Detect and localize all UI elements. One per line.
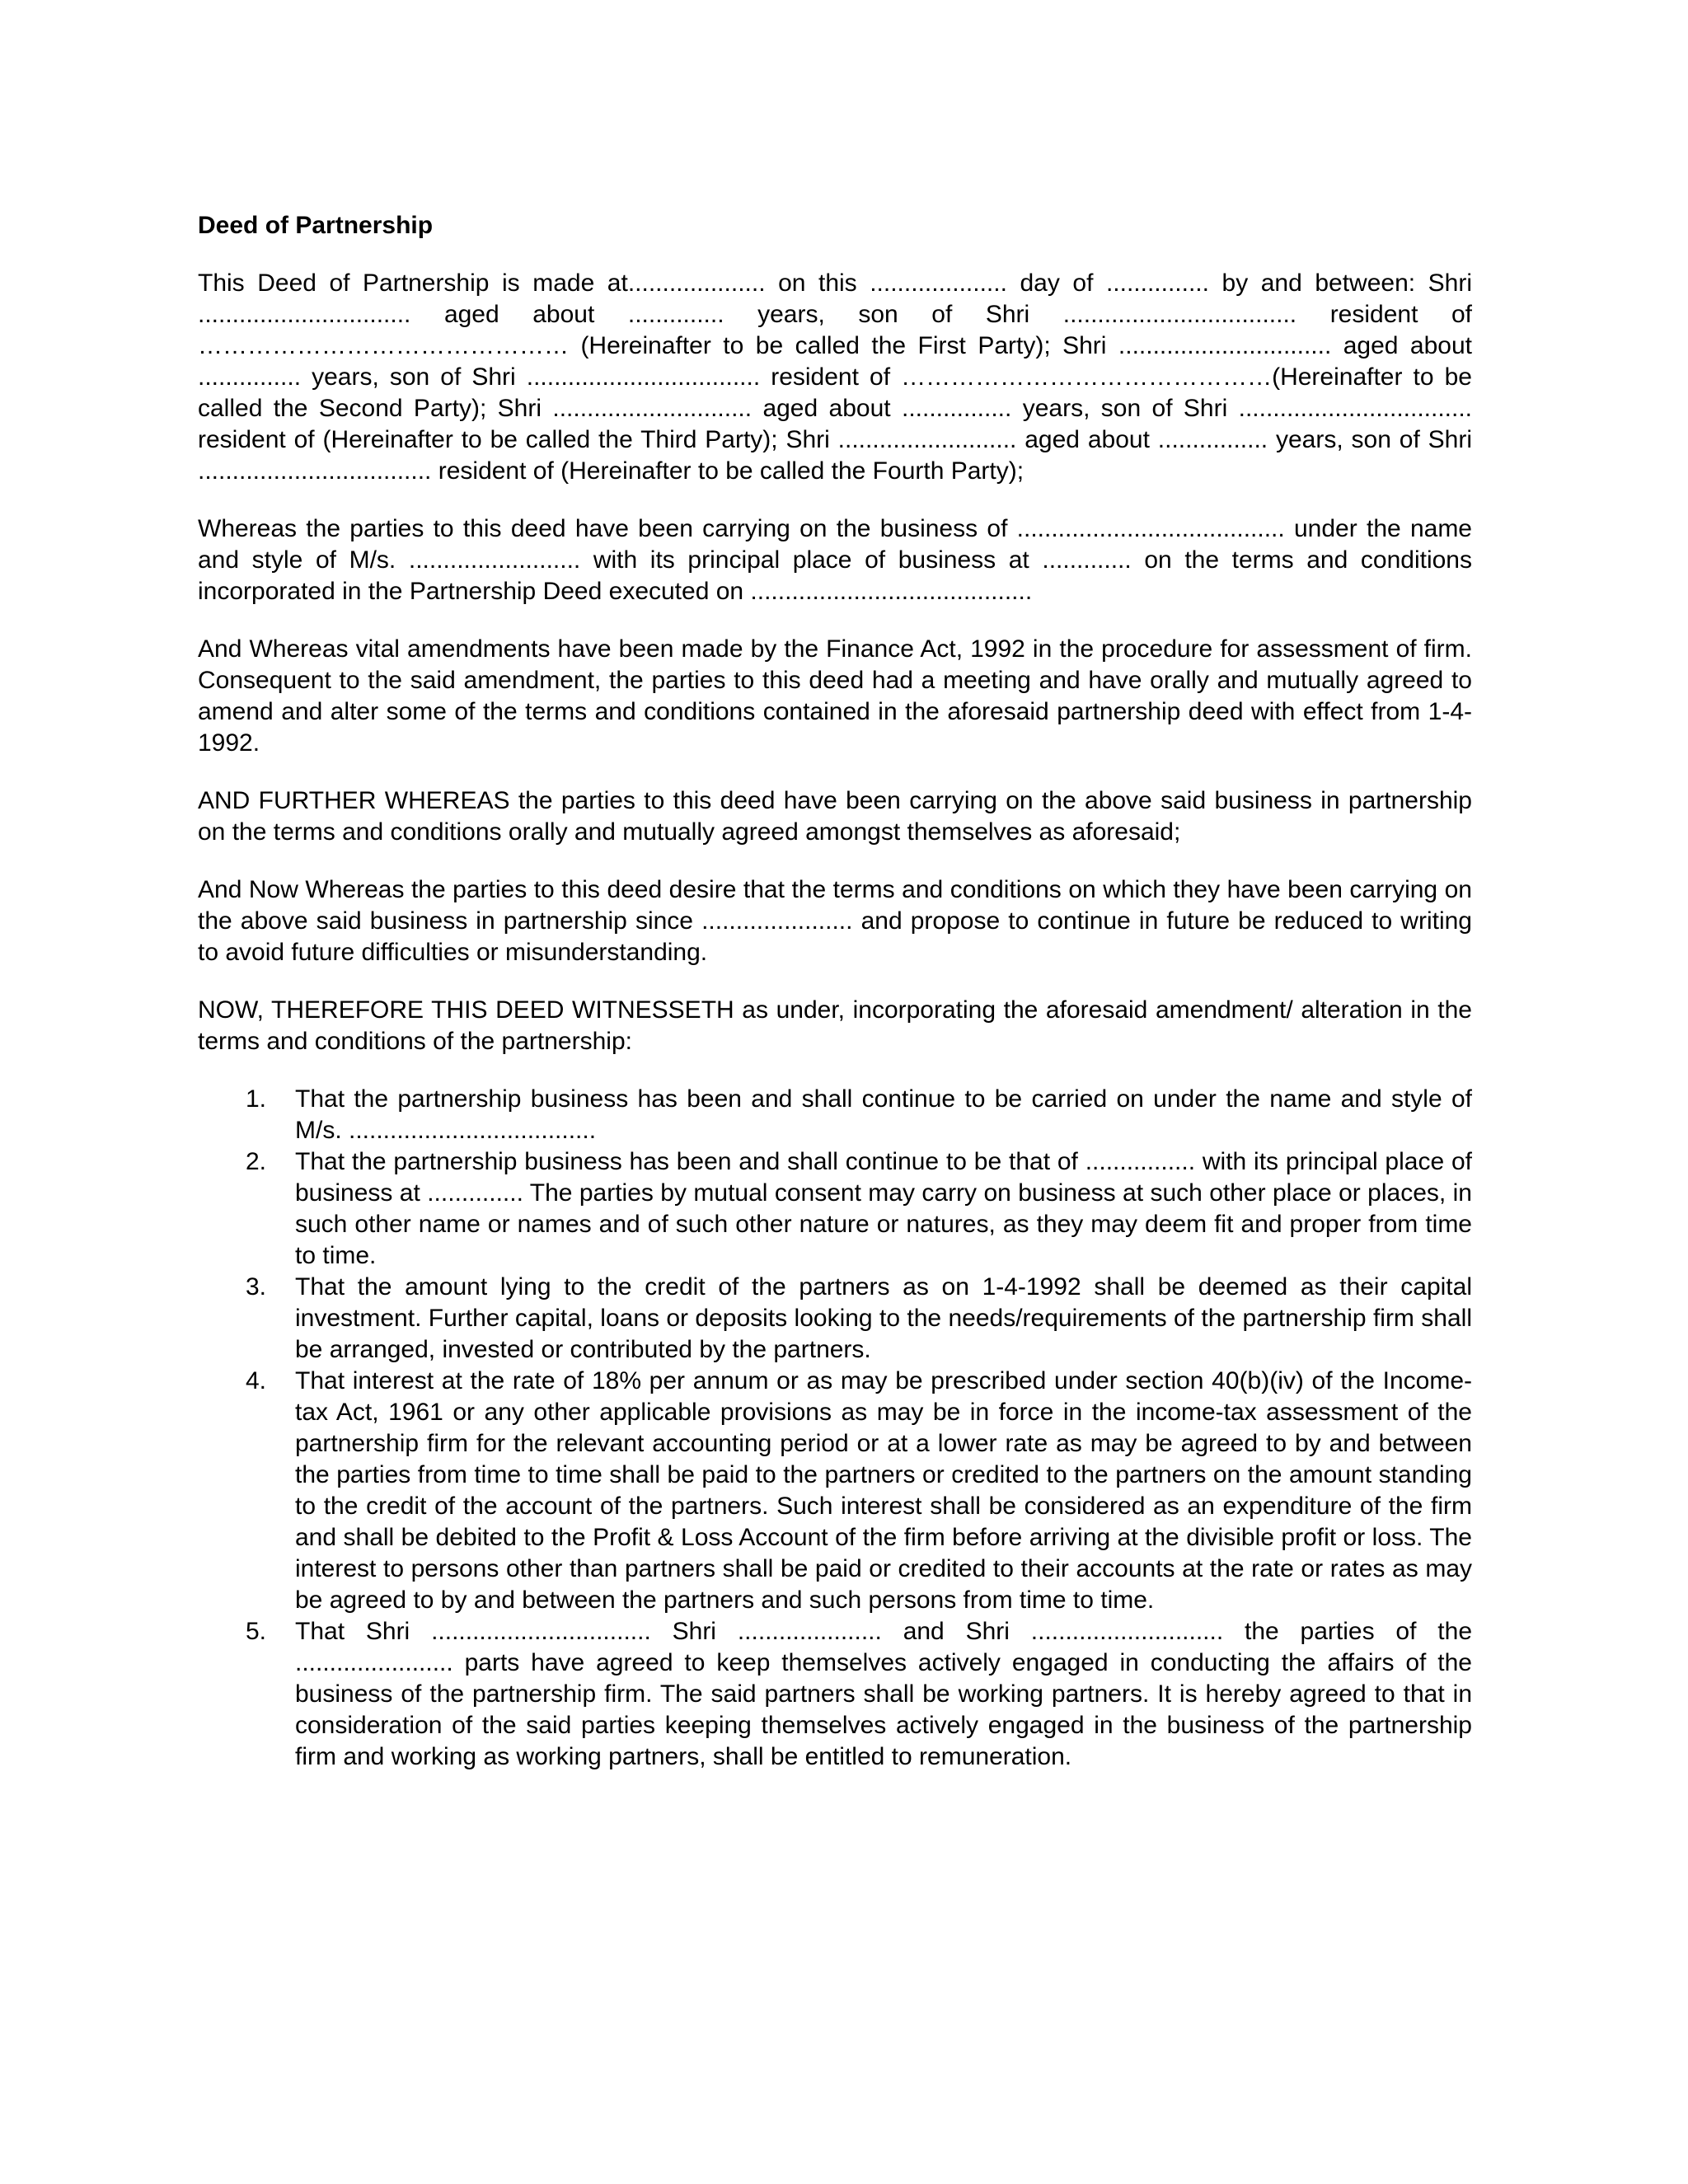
amendment-recital-paragraph: And Whereas vital amendments have been made by the Finance Act, 1992 in the procedure for assessment of firm. Consequent to the said amendment, the parties to this deed had a meeting and have orally and mutually agreed to amend and alter some of the terms and conditions contained in the aforesaid partnership deed with effect from 1-4-1992.: [198, 635, 1472, 757]
witnesseth-paragraph: NOW, THEREFORE THIS DEED WITNESSETH as under, incorporating the aforesaid amendment/ alteration in the terms and conditions of the partnership:: [198, 996, 1472, 1055]
document-page: [198, 209, 1472, 1773]
clause-text: That the partnership business has been and shall continue to be carried on under the name and style of M/s. ....................................: [295, 1085, 1472, 1144]
clause-item: [198, 1146, 1472, 1272]
clause-text: That interest at the rate of 18% per annum or as may be prescribed under section 40(b)(iv) of the Income-tax Act, 1961 or any other applicable provisions as may be in force in the income-tax assessment of the partnership firm for the relevant accounting period or at a lower rate as may be agreed to by and between the parties from time to time shall be paid to the partners or credited to the partners on the amount standing to the credit of the account of the partners. Such interest shall be considered as an expenditure of the firm and shall be debited to the Profit & Loss Account of the firm before arriving at the divisible profit or loss. The interest to persons other than partners shall be paid or credited to their accounts at the rate or rates as may be agreed to by and between the partners and such persons from time to time.: [295, 1367, 1472, 1614]
clause-number: 4.: [246, 1367, 267, 1394]
now-whereas-paragraph: And Now Whereas the parties to this deed desire that the terms and conditions on which they have been carrying on the above said business in partnership since ...................... and propose to continue in future be reduced to writing to avoid future difficulties or misunderstanding.: [198, 876, 1472, 966]
further-whereas-paragraph: AND FURTHER WHEREAS the parties to this deed have been carrying on the above said business in partnership on the terms and conditions orally and mutually agreed amongst themselves as aforesaid;: [198, 787, 1472, 846]
clause-item: [198, 1084, 1472, 1146]
clause-text: That the amount lying to the credit of the partners as on 1-4-1992 shall be deemed as their capital investment. Further capital, loans or deposits looking to the needs/requirements of the partnership firm shall be arranged, invested or contributed by the partners.: [295, 1273, 1472, 1363]
document-title: Deed of Partnership: [198, 212, 434, 239]
clause-number: 3.: [246, 1273, 267, 1301]
clause-number: 5.: [246, 1618, 267, 1645]
clause-number: 2.: [246, 1148, 267, 1175]
clause-item: [198, 1366, 1472, 1616]
clause-item: [198, 1616, 1472, 1773]
parties-paragraph: This Deed of Partnership is made at.................... on this .................... day of ............... by and between: Shri ............................... aged about .............. years, son of Shri .................................. resident of ……………………………………… (Hereinafter to be called the First Party); Shri ............................... aged about ............... years, son of Shri .................................. resident of ………………………………………(Hereinafter to be called the Second Party); Shri ............................. aged about ................ years, son of Shri .................................. resident of (Hereinafter to be called the Third Party); Shri .......................... aged about ................ years, son of Shri .................................. resident of (Hereinafter to be called the Fourth Party);: [198, 269, 1472, 485]
clause-text: That the partnership business has been and shall continue to be that of ................ with its principal place of business at .............. The parties by mutual consent may carry on business at such other place or places, in such other name or names and of such other nature or natures, as they may deem fit and proper from time to time.: [295, 1148, 1472, 1269]
clause-item: [198, 1272, 1472, 1366]
clause-list: [198, 1084, 1472, 1773]
business-recital-paragraph: Whereas the parties to this deed have been carrying on the business of ....................................... under the name and style of M/s. ......................... with its principal place of business at ............. on the terms and conditions incorporated in the Partnership Deed executed on .........................................: [198, 515, 1472, 605]
clause-text: That Shri ................................ Shri ..................... and Shri ............................ the parties of the ....................... parts have agreed to keep themselves actively engaged in conducting the affairs of the business of the partnership firm. The said partners shall be working partners. It is hereby agreed to that in consideration of the said parties keeping themselves actively engaged in the business of the partnership firm and working as working partners, shall be entitled to remuneration.: [295, 1618, 1472, 1770]
clause-number: 1.: [246, 1085, 267, 1113]
